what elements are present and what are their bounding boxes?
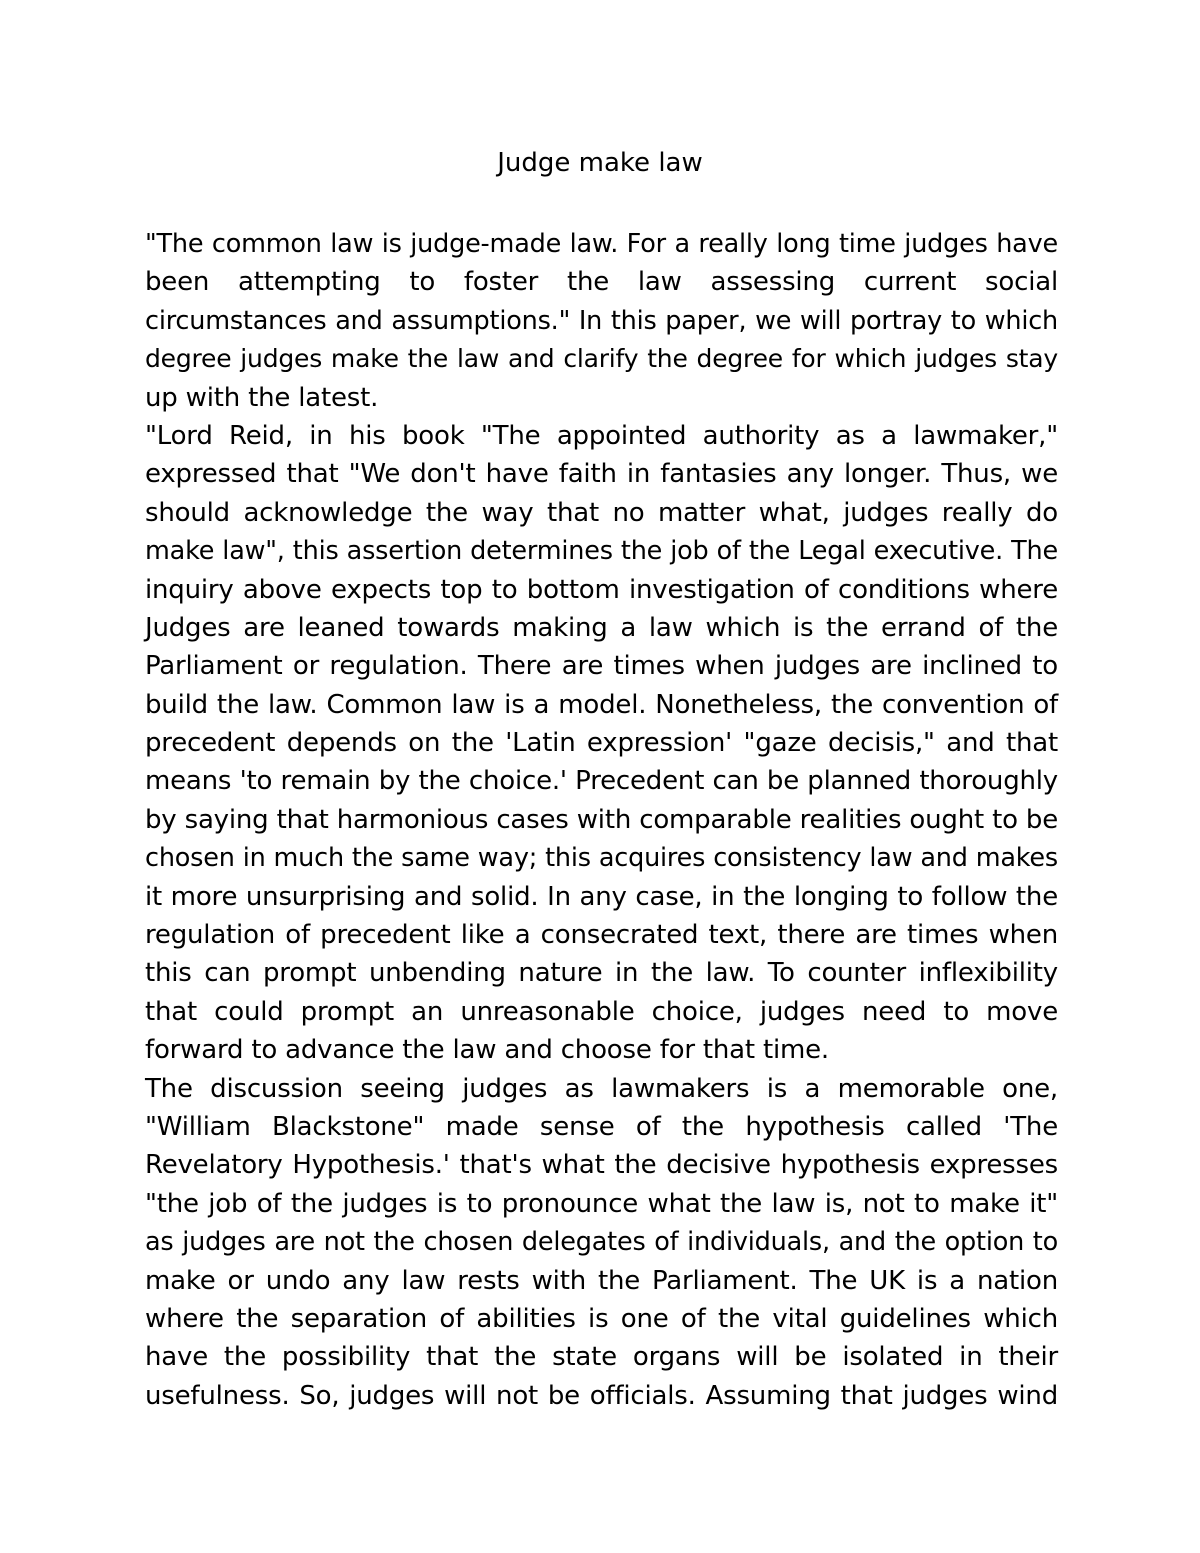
body-line: "Lord Reid, in his book "The appointed authority as a lawmaker," [145,420,1058,451]
body-line: forward to advance the law and choose for that time. [145,1035,829,1066]
body-line: precedent depends on the 'Latin expression' "gaze decisis," and that [145,728,1058,759]
body-line: chosen in much the same way; this acquires consistency law and makes [145,843,1058,874]
body-line: The discussion seeing judges as lawmakers is a memorable one, [145,1073,1058,1104]
body-line: circumstances and assumptions." In this paper, we will portray to which [145,305,1058,336]
body-line: have the possibility that the state organs will be isolated in their [145,1342,1058,1373]
body-line: "The common law is judge-made law. For a really long time judges have [145,229,1058,259]
body-line: build the law. Common law is a model. Nonetheless, the convention of [145,689,1058,720]
body-line: should acknowledge the way that no matter what, judges really do [145,497,1058,528]
body-line: regulation of precedent like a consecrated text, there are times when [145,920,1058,951]
body-line: up with the latest. [145,382,379,413]
body-line: been attempting to foster the law assessing current social [145,267,1058,298]
body-line: make or undo any law rests with the Parliament. The UK is a nation [145,1265,1058,1296]
body-line: this can prompt unbending nature in the law. To counter inflexibility [145,958,1058,989]
body-line: where the separation of abilities is one of the vital guidelines which [145,1303,1058,1334]
body-line: Revelatory Hypothesis.' that's what the decisive hypothesis expresses [145,1150,1058,1181]
body-line: it more unsurprising and solid. In any case, in the longing to follow the [145,881,1058,912]
body-line: expressed that "We don't have faith in fantasies any longer. Thus, we [145,459,1058,490]
body-line: Judges are leaned towards making a law which is the errand of the [145,612,1058,643]
body-line: inquiry above expects top to bottom investigation of conditions where [145,574,1058,605]
body-line: make law", this assertion determines the job of the Legal executive. The [145,536,1058,567]
body-line: "the job of the judges is to pronounce what the law is, not to make it" [145,1188,1058,1219]
body-line: degree judges make the law and clarify the degree for which judges stay [145,344,1058,374]
document-body [145,225,1058,1415]
body-line: that could prompt an unreasonable choice, judges need to move [145,996,1058,1027]
body-line: by saying that harmonious cases with comparable realities ought to be [145,804,1058,835]
body-line: as judges are not the chosen delegates of individuals, and the option to [145,1227,1058,1258]
body-line: means 'to remain by the choice.' Precedent can be planned thoroughly [145,766,1058,797]
body-line: Parliament or regulation. There are times when judges are inclined to [145,651,1058,682]
body-line: "William Blackstone" made sense of the hypothesis called 'The [145,1111,1058,1142]
document-title: Judge make law [497,148,703,178]
body-line: usefulness. So, judges will not be officials. Assuming that judges wind [145,1380,1058,1411]
